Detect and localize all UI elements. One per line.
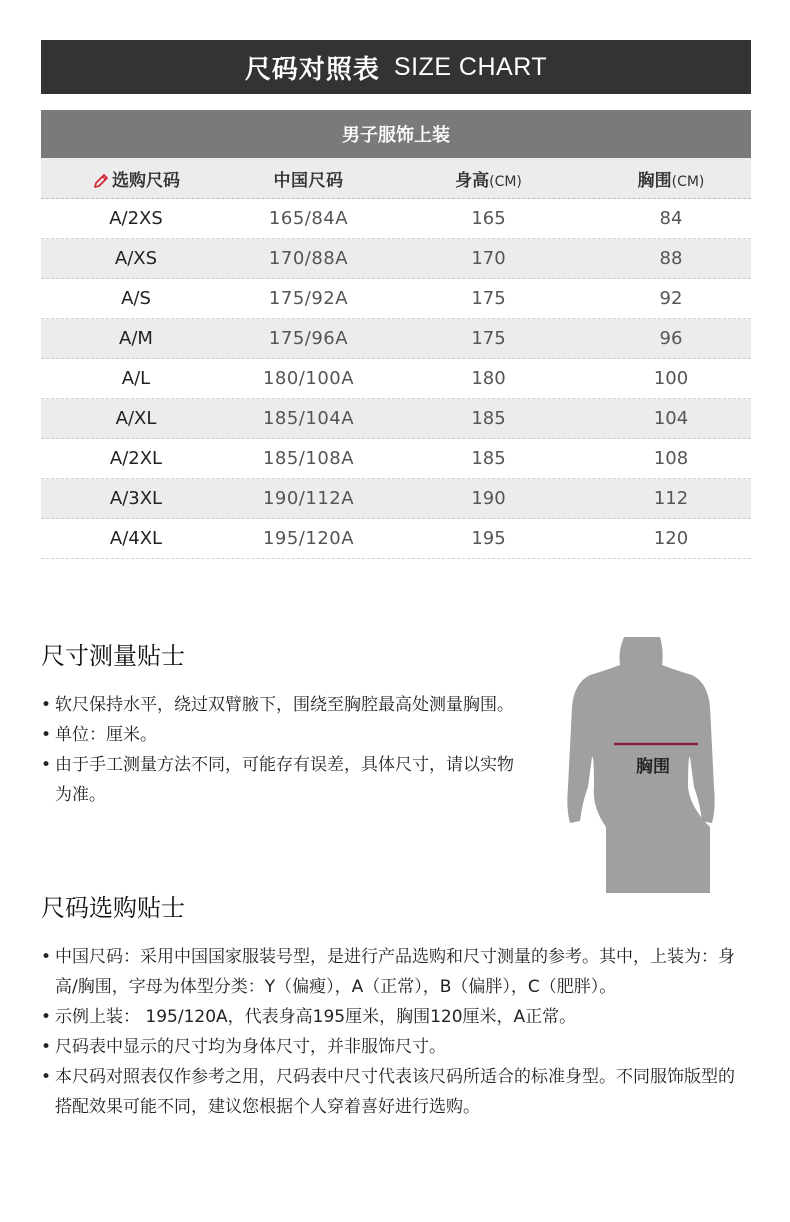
column-header-height: 身高(CM) [455, 170, 522, 191]
size-table [41, 158, 751, 559]
measure-tips-list [41, 690, 521, 810]
table-row: A/L 180/100A 180 100 [41, 359, 751, 399]
list-item: • 由于手工测量方法不同，可能存有误差，具体尺寸，请以实物为准。 [41, 750, 521, 810]
list-item: • 软尺保持水平，绕过双臂腋下，围绕至胸腔最高处测量胸围。 [41, 690, 521, 720]
size-tips-list [41, 942, 751, 1122]
table-row: A/2XL 185/108A 185 108 [41, 439, 751, 479]
table-row: A/4XL 195/120A 195 120 [41, 519, 751, 559]
category-bar [41, 110, 751, 158]
column-header-size: 选购尺码 [41, 166, 231, 191]
page-title-bar [41, 40, 751, 94]
table-header-row [41, 158, 751, 199]
measure-tips-title: 尺寸测量贴士 [41, 642, 185, 670]
pencil-icon [92, 172, 110, 190]
list-item: • 单位：厘米。 [41, 720, 521, 750]
column-header-cn-size: 中国尺码 [273, 170, 344, 191]
table-row: A/S 175/92A 175 92 [41, 279, 751, 319]
size-tips-title: 尺码选购贴士 [41, 894, 185, 922]
list-item: • 本尺码对照表仅作参考之用，尺码表中尺寸代表该尺码所适合的标准身型。不同服饰版型的搭配效果可能不同，建议您根据个人穿着喜好进行选购。 [41, 1062, 751, 1122]
column-header-chest: 胸围(CM) [637, 170, 705, 191]
page-title-cn: 尺码对照表 [244, 54, 380, 85]
chest-label: 胸围 [636, 757, 670, 777]
category-label: 男子服饰上装 [342, 125, 450, 146]
table-row: A/2XS 165/84A 165 84 [41, 199, 751, 239]
list-item: • 尺码表中显示的尺寸均为身体尺寸，并非服饰尺寸。 [41, 1032, 751, 1062]
list-item: • 示例上装： 195/120A，代表身高195厘米，胸围120厘米，A正常。 [41, 1002, 751, 1032]
table-row: A/XL 185/104A 185 104 [41, 399, 751, 439]
table-row: A/3XL 190/112A 190 112 [41, 479, 751, 519]
page-title-en: SIZE CHART [393, 52, 548, 81]
list-item: • 中国尺码：采用中国国家服装号型，是进行产品选购和尺寸测量的参考。其中，上装为：身高/胸围，字母为体型分类：Y（偏瘦），A（正常），B（偏胖），C（肥胖）。 [41, 942, 751, 1002]
table-row: A/XS 170/88A 170 88 [41, 239, 751, 279]
table-row: A/M 175/96A 175 96 [41, 319, 751, 359]
